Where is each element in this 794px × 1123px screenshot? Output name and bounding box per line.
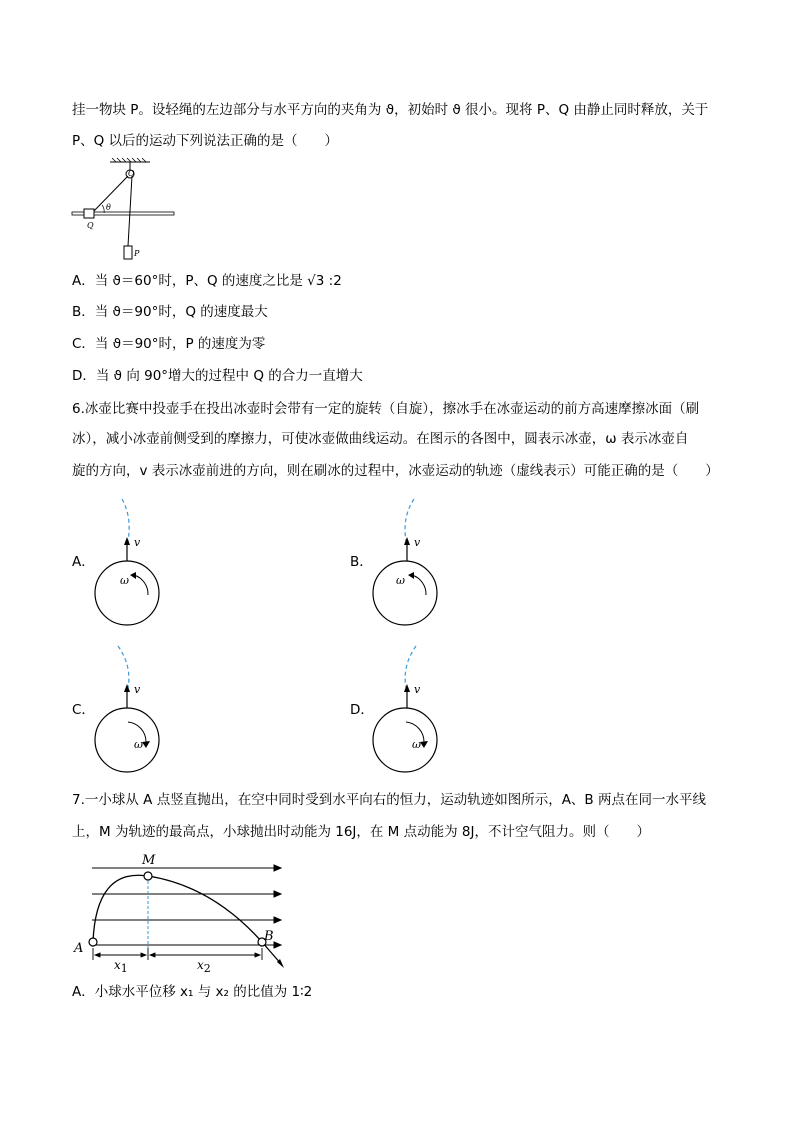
trajectory-dashed xyxy=(405,646,416,688)
q6-choice-c-label[interactable]: C． xyxy=(72,702,95,718)
q6-choice-d-figure[interactable] xyxy=(370,642,450,777)
q6-choice-b-label[interactable]: B． xyxy=(350,554,373,570)
velocity-arrow-icon xyxy=(404,684,410,692)
q6-stem-line-3: 旋的方向，v 表示冰壶前进的方向，则在刷冰的过程中，冰壶运动的轨迹（虚线表示）可能正确的是（ ） xyxy=(72,463,719,479)
label-B: B xyxy=(264,929,274,944)
block-P xyxy=(124,246,132,259)
velocity-arrow-icon xyxy=(124,537,130,545)
label-x2: x2 xyxy=(197,958,211,975)
q5-stem-line-1: 挂一物块 P。设轻绳的左边部分与水平方向的夹角为 ϑ，初始时 ϑ 很小。现将 P、Q 由静止同时释放，关于 xyxy=(72,102,709,118)
q6-choice-c-figure[interactable] xyxy=(94,642,174,777)
label-v: v xyxy=(134,683,141,696)
q5-stem-line-2: P、Q 以后的运动下列说法正确的是（ ） xyxy=(72,133,339,149)
label-v: v xyxy=(414,536,421,549)
label-omega: ω xyxy=(120,574,129,587)
curling-stone xyxy=(95,561,159,625)
q7-trajectory-figure xyxy=(72,848,292,973)
q6-choice-d-label[interactable]: D． xyxy=(350,702,374,718)
curling-stone xyxy=(373,708,437,772)
label-Q: Q xyxy=(87,221,94,230)
label-omega: ω xyxy=(396,574,405,587)
trajectory-dashed xyxy=(122,499,129,541)
q5-option-d[interactable]: D．当 ϑ 向 90°增大的过程中 Q 的合力一直增大 xyxy=(72,368,363,384)
label-O: O xyxy=(128,169,135,178)
rope-right xyxy=(128,176,132,246)
velocity-arrow-icon xyxy=(124,684,130,692)
q7-stem-line-1: 7.一小球从 A 点竖直抛出，在空中同时受到水平向右的恒力，运动轨迹如图所示，A、B 两点在同一水平线 xyxy=(72,792,706,808)
q5-option-b[interactable]: B．当 ϑ＝90°时，Q 的速度最大 xyxy=(72,304,268,320)
q7-stem-line-2: 上，M 为轨迹的最高点，小球抛出时动能为 16J，在 M 点动能为 8J，不计空气阻力。则（ ） xyxy=(72,824,650,840)
curling-stone xyxy=(373,561,437,625)
force-field-lines xyxy=(92,865,281,948)
label-theta: θ xyxy=(106,203,111,212)
point-M xyxy=(144,872,152,880)
q6-choice-a-label[interactable]: A． xyxy=(72,554,95,570)
q5-option-c[interactable]: C．当 ϑ＝90°时，P 的速度为零 xyxy=(72,336,266,352)
q5-option-a[interactable]: A．当 ϑ＝60°时，P、Q 的速度之比是 √3 :2 xyxy=(72,273,342,289)
label-A: A xyxy=(74,941,84,956)
ceiling-hatch xyxy=(110,158,150,162)
q6-choice-a-figure[interactable] xyxy=(94,495,174,630)
label-v: v xyxy=(414,683,421,696)
block-Q xyxy=(84,209,94,218)
label-omega: ω xyxy=(412,738,421,751)
q6-stem-line-2: 冰），减小冰壶前侧受到的摩擦力，可使冰壶做曲线运动。在图示的各图中，圆表示冰壶，ω 表示冰壶自 xyxy=(72,431,689,447)
point-A xyxy=(89,938,97,946)
label-M: M xyxy=(142,853,156,868)
q6-choice-b-figure[interactable] xyxy=(370,495,450,630)
label-omega: ω xyxy=(134,738,143,751)
q7-option-a[interactable]: A．小球水平位移 x₁ 与 x₂ 的比值为 1∶2 xyxy=(72,984,313,1000)
label-v: v xyxy=(134,536,141,549)
trajectory-dashed xyxy=(405,499,414,541)
q6-stem-line-1: 6.冰壶比赛中投壶手在投出冰壶时会带有一定的旋转（自旋），擦冰手在冰壶运动的前方高速摩擦冰面（刷 xyxy=(72,401,700,417)
trajectory-dashed xyxy=(118,646,129,688)
label-P: P xyxy=(134,249,140,258)
curling-stone xyxy=(95,708,159,772)
velocity-arrow-icon xyxy=(404,537,410,545)
q5-pulley-figure xyxy=(70,158,180,262)
label-x1: x1 xyxy=(114,958,128,975)
